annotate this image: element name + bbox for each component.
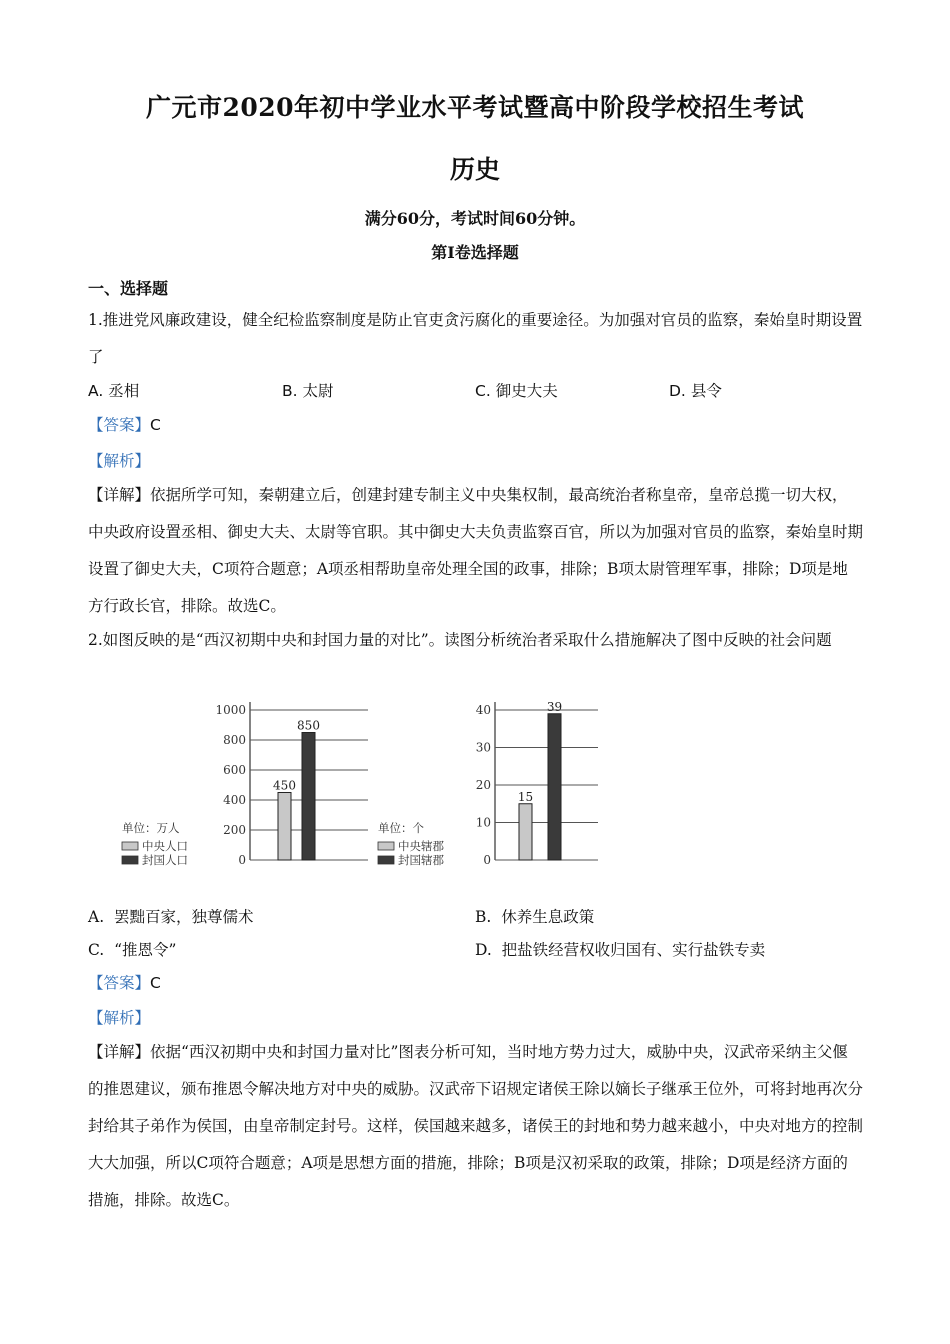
legend-label: 中央辖郡 <box>398 839 444 853</box>
q1-stem: 1.推进党风廉政建设，健全纪检监察制度是防止官吏贪污腐化的重要途径。为加强对官员的监察，秦始皇时期设置了 <box>88 311 863 366</box>
y-tick-label: 30 <box>475 740 491 755</box>
legend-swatch <box>378 842 394 850</box>
data-label: 39 <box>546 699 563 714</box>
legend-label: 封国辖郡 <box>398 853 444 867</box>
q2-analysis-tag: 【解析】 <box>88 1009 151 1027</box>
q1-answer: 【答案】C <box>88 416 161 434</box>
data-label: 850 <box>297 718 320 733</box>
q2-option-c: C. “推恩令” <box>88 941 177 959</box>
q2-option-a: A. 罢黜百家，独尊儒术 <box>88 908 254 926</box>
q1-analysis-tag: 【解析】 <box>88 452 151 470</box>
legend-swatch <box>122 842 138 850</box>
y-tick-label: 800 <box>223 733 246 747</box>
q2-detail: 【详解】依据“西汉初期中央和封国力量对比”图表分析可知，当时地方势力过大，威胁中央，汉武帝采纳主父偃的推恩建议，颁布推恩令解决地方对中央的威胁。汉武帝下诏规定诸侯王除以嫡长子继承王位外，可将封地再次分封给其子弟作为侯国，由皇帝制定封号。这样，侯国越来越多，诸侯王的封地和势力越来越小，中央对地方的控制大大加强，所以C项符合题意；A项是思想方面的措施，排除；B项是汉初采取的政策，排除；D项是经济方面的措施，排除。故选C。 <box>88 1043 864 1209</box>
y-tick-label: 40 <box>475 703 491 717</box>
chart-commanderies <box>378 700 598 867</box>
y-tick-label: 200 <box>223 823 246 837</box>
bar-fief <box>302 733 315 861</box>
q1-detail: 【详解】依据所学可知，秦朝建立后，创建封建专制主义中央集权制，最高统治者称皇帝，皇帝总揽一切大权，中央政府设置丞相、御史大夫、太尉等官职。其中御史大夫负责监察百官，所以为加强对官员的监察，秦始皇时期设置了御史大夫，C项符合题意；A项丞相帮助皇帝处理全国的政事，排除；B项太尉管理军事，排除；D项是地方行政长官，排除。故选C。 <box>88 486 864 615</box>
q1-option-b: B. 太尉 <box>282 382 334 400</box>
page-title: 广元市2020年初中学业水平考试暨高中阶段学校招生考试 <box>145 93 805 122</box>
exam-note: 满分60分，考试时间60分钟。 <box>364 209 586 228</box>
subject-title: 历史 <box>449 155 500 184</box>
part-heading: 第Ⅰ卷选择题 <box>431 243 519 262</box>
unit-label: 单位：个 <box>378 821 424 835</box>
detail-tag: 【详解】 <box>88 1043 151 1061</box>
legend-label: 中央人口 <box>142 839 188 853</box>
q2-option-b: B. 休养生息政策 <box>475 908 595 926</box>
y-tick-label: 0 <box>483 853 491 867</box>
answer-tag: 【答案】 <box>88 974 151 992</box>
chart-population <box>122 702 368 867</box>
data-label: 450 <box>273 778 296 793</box>
legend-swatch <box>122 856 138 864</box>
q1-option-d: D. 县令 <box>669 382 722 400</box>
legend-swatch <box>378 856 394 864</box>
bar-central <box>278 793 291 861</box>
q2-stem: 2.如图反映的是“西汉初期中央和封国力量的对比”。读图分析统治者采取什么措施解决了图中反映的社会问题 <box>88 631 832 649</box>
bar-fief <box>548 714 561 860</box>
unit-label: 单位：万人 <box>122 821 180 835</box>
legend-label: 封国人口 <box>142 853 188 867</box>
y-tick-label: 0 <box>238 853 246 867</box>
y-tick-label: 400 <box>223 793 246 807</box>
q2-option-d: D. 把盐铁经营权收归国有、实行盐铁专卖 <box>475 941 766 959</box>
bar-central <box>519 804 532 860</box>
answer-tag: 【答案】 <box>88 416 151 434</box>
y-tick-label: 10 <box>475 815 491 830</box>
section-heading: 一、选择题 <box>88 279 169 298</box>
q1-option-c: C. 御史大夫 <box>475 382 558 400</box>
chart-figure <box>110 692 630 882</box>
y-tick-label: 600 <box>223 763 246 777</box>
q1-option-a: A. 丞相 <box>88 382 140 400</box>
y-tick-label: 1000 <box>215 703 246 717</box>
detail-tag: 【详解】 <box>88 486 151 504</box>
q2-answer: 【答案】C <box>88 974 161 992</box>
y-tick-label: 20 <box>475 778 491 792</box>
data-label: 15 <box>517 789 534 804</box>
